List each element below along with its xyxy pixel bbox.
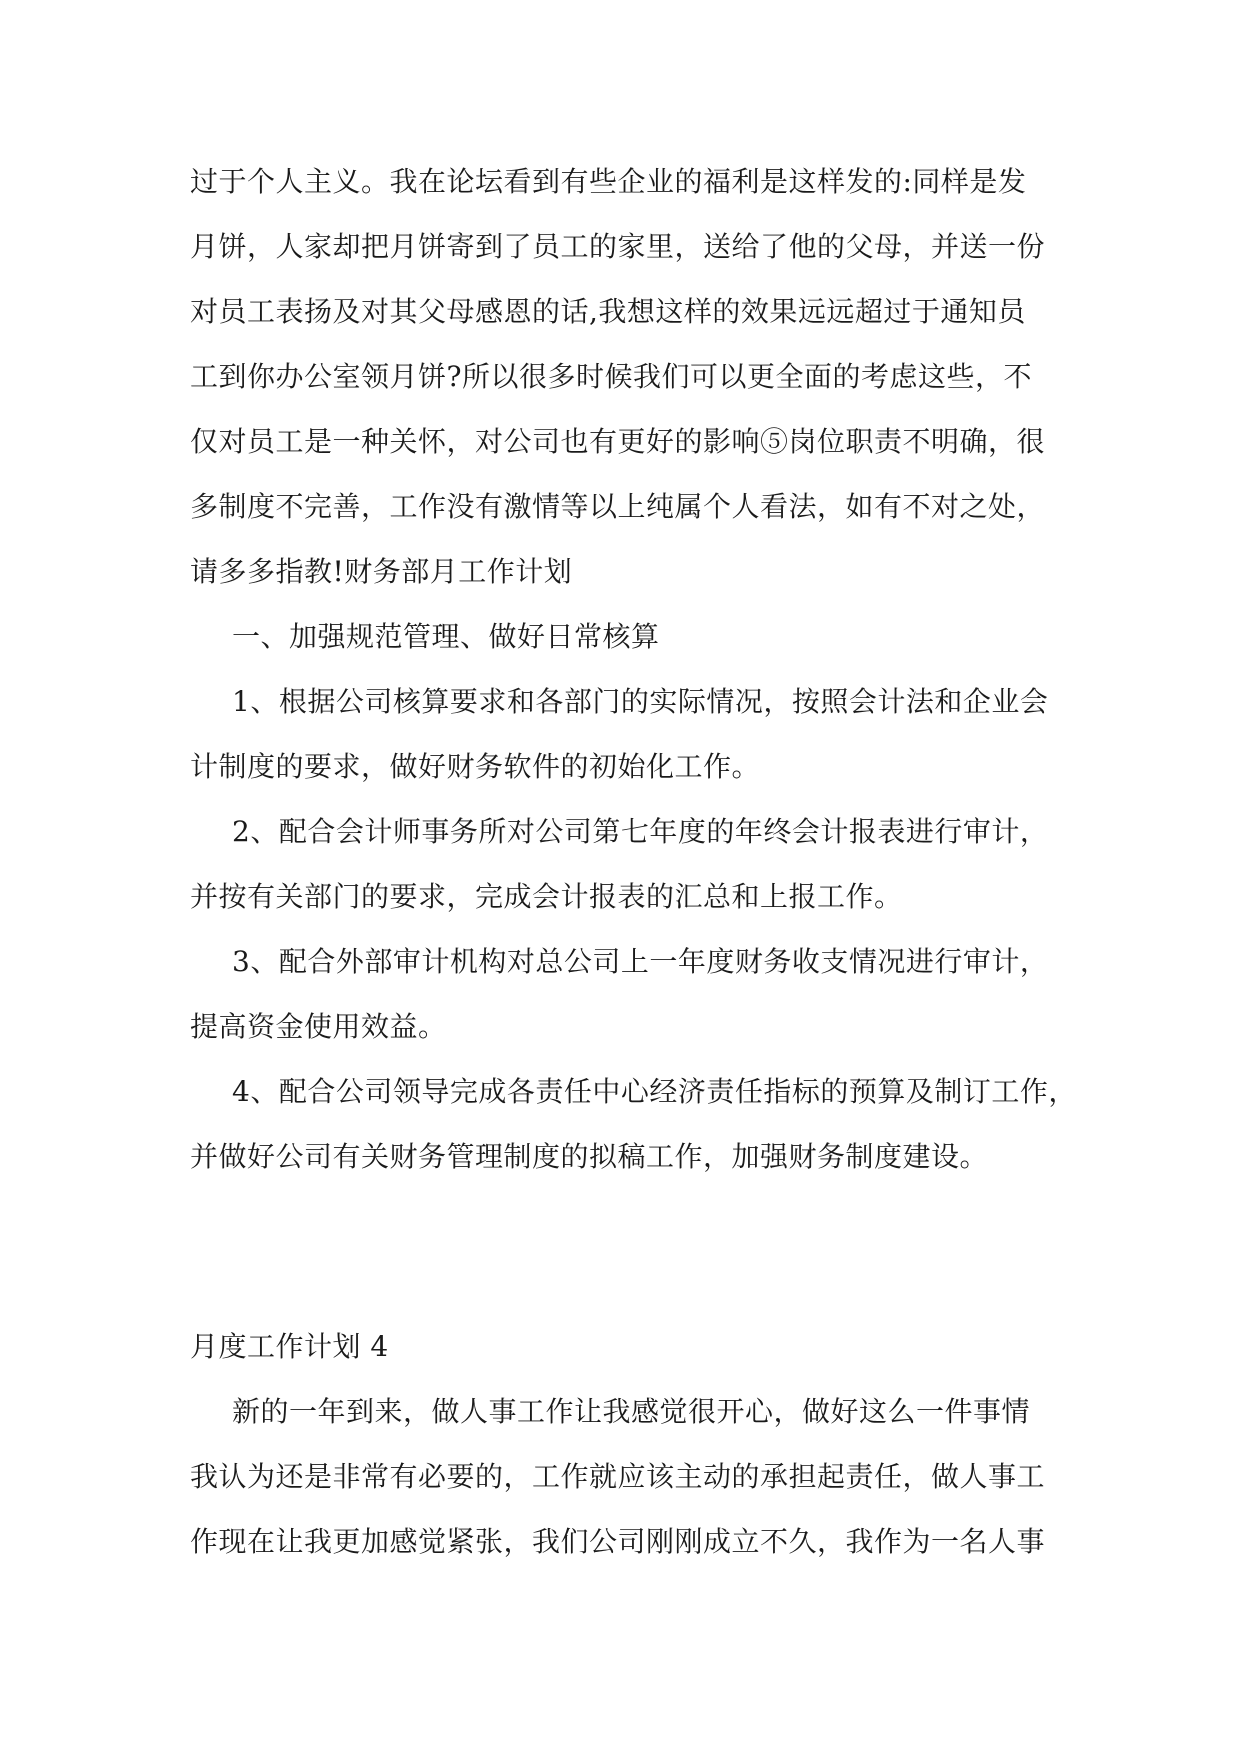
text-line: 3、配合外部审计机构对总公司上一年度财务收支情况进行审计，: [232, 945, 1049, 978]
text-line: 我认为还是非常有必要的，工作就应该主动的承担起责任，做人事工: [190, 1460, 1046, 1493]
text-line: 仅对员工是一种关怀，对公司也有更好的影响⑤岗位职责不明确，很: [190, 425, 1046, 458]
text-line: 作现在让我更加感觉紧张，我们公司刚刚成立不久，我作为一名人事: [190, 1525, 1046, 1558]
text-line: 计制度的要求，做好财务软件的初始化工作。: [190, 750, 761, 783]
text-line: 多制度不完善，工作没有激情等以上纯属个人看法，如有不对之处，: [190, 490, 1046, 523]
text-line: 2、配合会计师事务所对公司第七年度的年终会计报表进行审计，: [232, 815, 1049, 848]
text-line: 并做好公司有关财务管理制度的拟稿工作，加强财务制度建设。: [190, 1140, 989, 1173]
section-title: 月度工作计划 4: [190, 1330, 389, 1363]
text-line: 月饼，人家却把月饼寄到了员工的家里，送给了他的父母，并送一份: [190, 230, 1046, 263]
text-line: 对员工表扬及对其父母感恩的话,我想这样的效果远远超过于通知员: [190, 295, 1026, 328]
text-line: 过于个人主义。我在论坛看到有些企业的福利是这样发的:同样是发: [190, 165, 1027, 198]
text-line: 4、配合公司领导完成各责任中心经济责任指标的预算及制订工作，: [232, 1075, 1077, 1108]
text-line: 提高资金使用效益。: [190, 1010, 447, 1043]
text-line: 1、根据公司核算要求和各部门的实际情况，按照会计法和企业会: [232, 685, 1049, 718]
section-heading: 一、加强规范管理、做好日常核算: [232, 620, 660, 653]
text-line: 请多多指教!财务部月工作计划: [190, 555, 573, 588]
text-line: 工到你办公室领月饼?所以很多时候我们可以更全面的考虑这些，不: [190, 360, 1033, 393]
text-line: 并按有关部门的要求，完成会计报表的汇总和上报工作。: [190, 880, 903, 913]
text-line: 新的一年到来，做人事工作让我感觉很开心，做好这么一件事情: [232, 1395, 1031, 1428]
